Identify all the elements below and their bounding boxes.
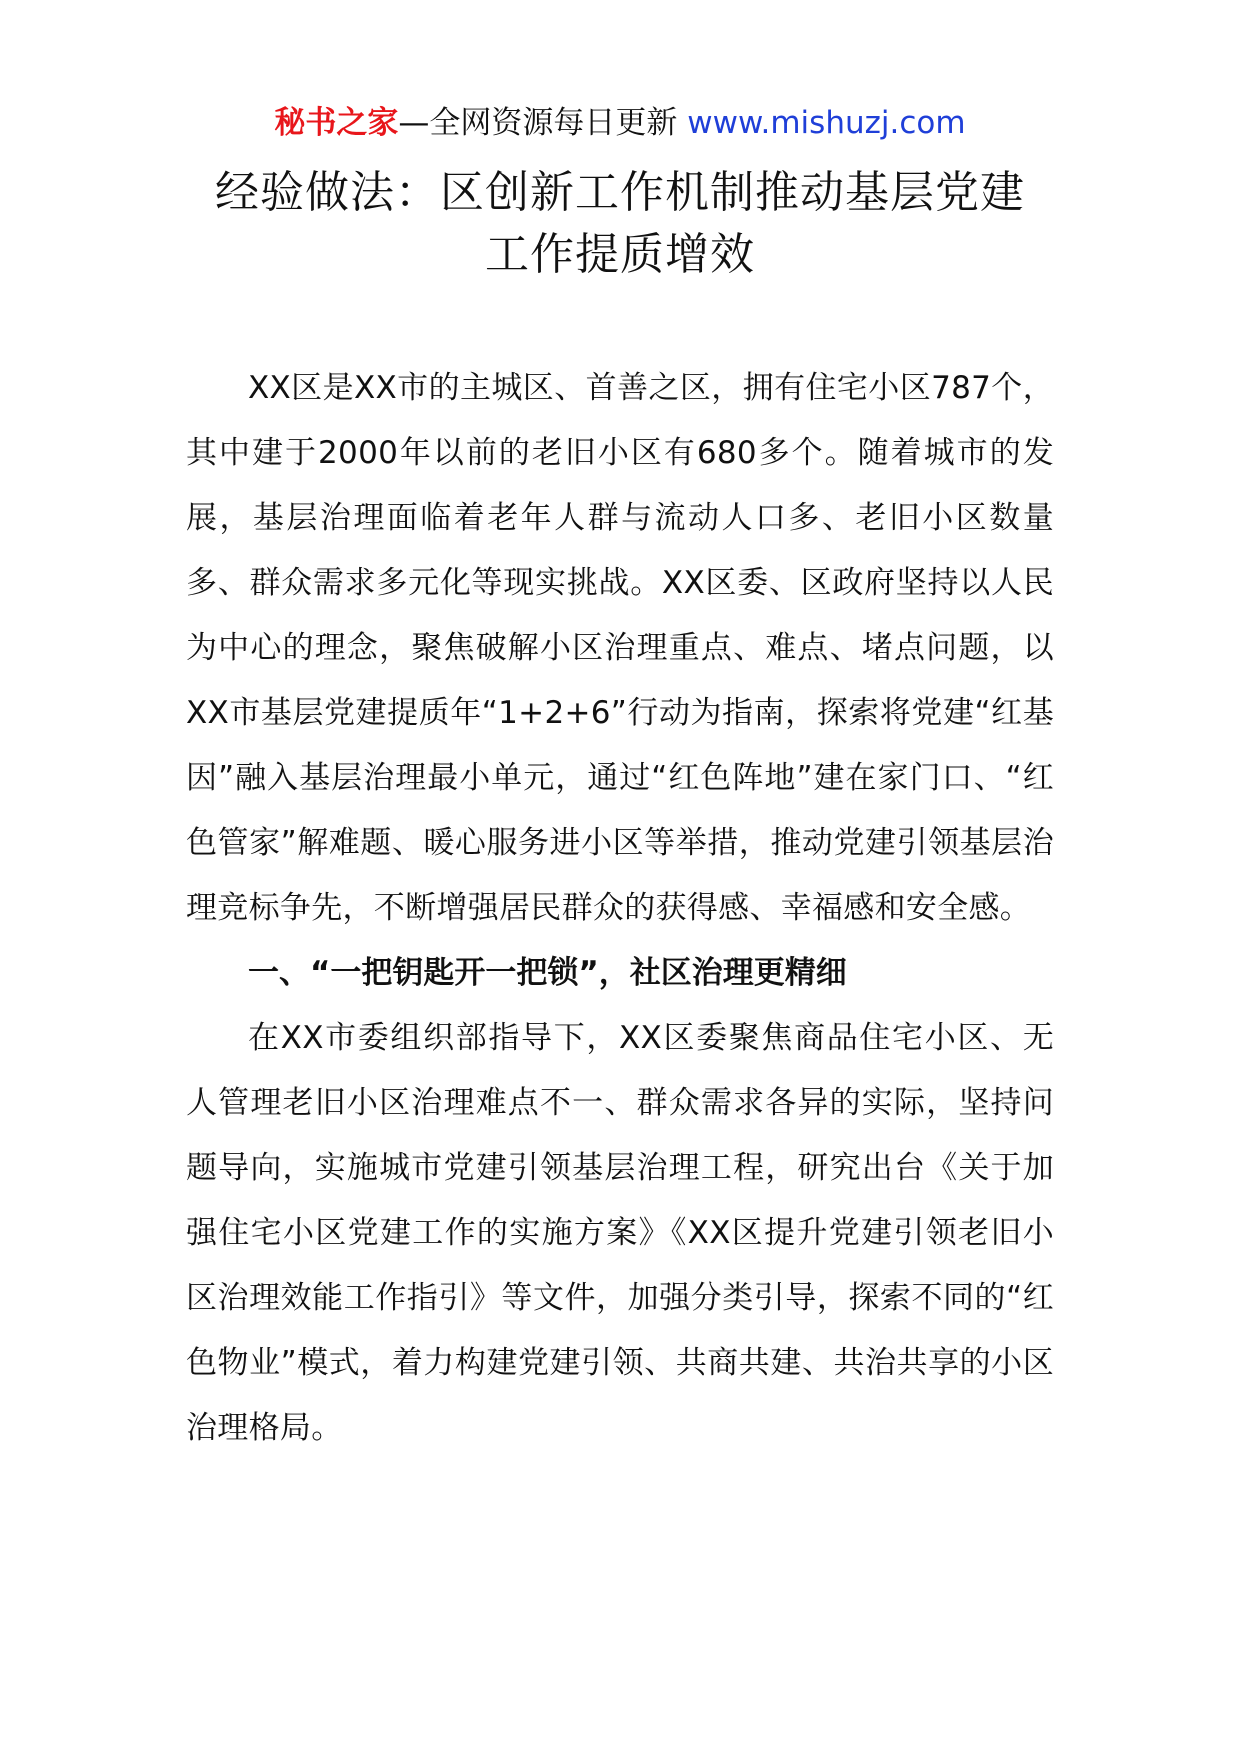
document-title (150, 162, 1090, 286)
title-line-1: 经验做法：区创新工作机制推动基层党建 (215, 167, 1025, 218)
brand-name: 秘书之家 (274, 105, 399, 141)
intro-paragraph: XX区是XX市的主城区、首善之区，拥有住宅小区787个，其中建于2000年以前的老旧小区有680多个。随着城市的发展，基层治理面临着老年人群与流动人口多、老旧小区数量多、群众需求多元化等现实挑战。XX区委、区政府坚持以人民为中心的理念，聚焦破解小区治理重点、难点、堵点问题，以XX市基层党建提质年“1+2+6”行动为指南，探索将党建“红基因”融入基层治理最小单元，通过“红色阵地”建在家门口、“红色管家”解难题、暖心服务进小区等举措，推动党建引领基层治理竞标争先，不断增强居民群众的获得感、幸福感和安全感。 (186, 370, 1054, 926)
section-1-paragraph: 在XX市委组织部指导下，XX区委聚焦商品住宅小区、无人管理老旧小区治理难点不一、群众需求各异的实际，坚持问题导向，实施城市党建引领基层治理工程，研究出台《关于加强住宅小区党建工作的实施方案》《XX区提升党建引领老旧小区治理效能工作指引》等文件，加强分类引导，探索不同的“红色物业”模式，着力构建党建引领、共商共建、共治共享的小区治理格局。 (186, 1020, 1054, 1446)
document-body (186, 356, 1054, 1461)
site-url-link[interactable]: www.mishuzj.com (687, 105, 966, 141)
section-heading-1: 一、“一把钥匙开一把锁”，社区治理更精细 (248, 955, 847, 991)
header-slogan: —全网资源每日更新 (398, 105, 678, 141)
title-line-2: 工作提质增效 (485, 229, 755, 280)
site-header (0, 100, 1240, 146)
